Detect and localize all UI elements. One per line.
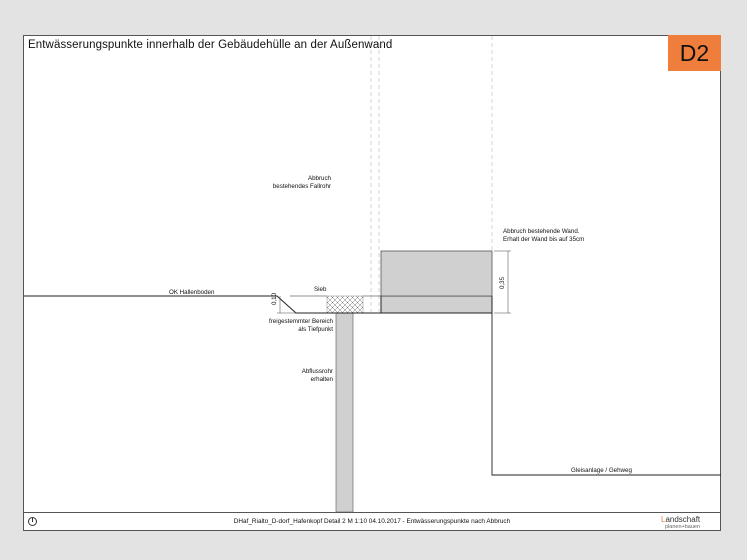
label-abflussrohr: [302, 368, 333, 383]
detail-badge: D2: [668, 35, 721, 71]
logo-tagline: planen+bauen: [665, 524, 701, 530]
sieve-hatch: [327, 296, 363, 313]
wall-demolished: [381, 251, 492, 296]
label-line: freigestemmter Bereich: [269, 318, 333, 325]
logo-initial: L: [661, 515, 666, 524]
footer-divider: [24, 512, 720, 513]
dimension-label-010: 0,10: [271, 292, 278, 305]
label-gleisanlage: Gleisanlage / Gehweg: [571, 467, 632, 474]
label-line: Abflussrohr: [301, 368, 333, 375]
drawing-title: Entwässerungspunkte innerhalb der Gebäudehülle an der Außenwand: [28, 39, 393, 51]
label-line: Erhalt der Wand bis auf 35cm: [503, 235, 585, 243]
label-line: Abbruch bestehende Wand.: [503, 228, 580, 235]
label-abbruch-fallrohr: [273, 175, 331, 190]
wall-remaining: [381, 296, 492, 313]
footer-caption: DHaf_Rialto_D-dorf_Hafenkopf Detail 2 M 1:10 04.10.2017 - Entwässerungspunkte nach Abbruch: [233, 518, 511, 525]
label-abbruch-wand: [503, 228, 584, 243]
drain-pipe: [336, 313, 353, 512]
outside-ground-line: [492, 313, 721, 475]
label-ok-hallenboden: OK Hallenboden: [169, 289, 215, 296]
logo-wordmark: [661, 515, 721, 524]
label-sieb: Sieb: [314, 286, 327, 293]
logo-name: andschaft: [665, 515, 701, 524]
label-line: bestehendes Fallrohr: [272, 182, 331, 190]
label-freigestemmter-bereich: [269, 318, 333, 333]
label-line: erhalten: [310, 375, 333, 383]
company-logo: [661, 515, 721, 531]
dimension-label-035: 0,35: [499, 276, 506, 289]
label-line: als Tiefpunkt: [298, 325, 333, 333]
label-line: Abbruch: [307, 175, 331, 182]
